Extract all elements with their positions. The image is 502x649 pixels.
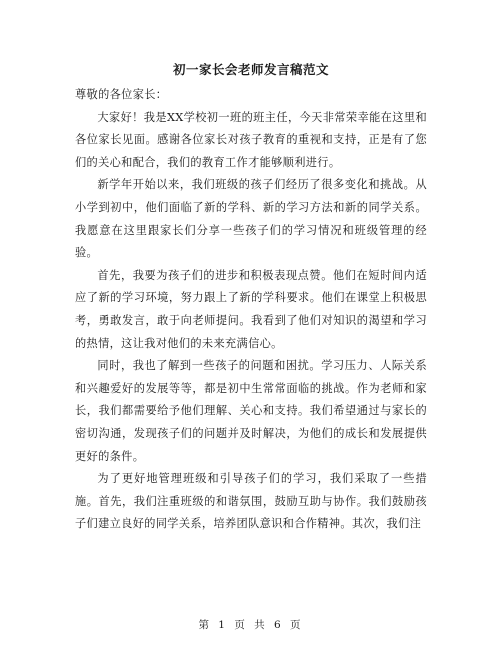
document-body [75, 84, 427, 536]
paragraph-4: 同时，我也了解到一些孩子的问题和困扰。学习压力、人际关系和兴趣爱好的发展等等，都是初中生常常面临的挑战。作为老师和家长，我们都需要给予他们理解、关心和支持。我们希望通过与家长的密切沟通，发现孩子们的问题并及时解决，为他们的成长和发展提供更好的条件。 [75, 359, 427, 463]
greeting: 尊敬的各位家长： [75, 88, 168, 101]
document-title: 初一家长会老师发言稿范文 [172, 62, 329, 77]
paragraph-2: 新学年开始以来，我们班级的孩子们经历了很多变化和挑战。从小学到初中，他们面临了新的学科、新的学习方法和新的同学关系。我愿意在这里跟家长们分享一些孩子们的学习情况和班级管理的经验。 [75, 178, 427, 260]
paragraph-5: 为了更好地管理班级和引导孩子们的学习，我们采取了一些措施。首先，我们注重班级的和谐氛围，鼓励互助与协作。我们鼓励孩子们建立良好的同学关系，培养团队意识和合作精神。其次，我们注 [75, 472, 427, 531]
paragraph-3: 首先，我要为孩子们的进步和积极表现点赞。他们在短时间内适应了新的学习环境，努力跟上了新的学科要求。他们在课堂上积极思考，勇敢发言，敢于向老师提问。我看到了他们对知识的渴望和学习的热情，这让我对他们的未来充满信心。 [75, 268, 427, 350]
page-number-footer: 第 1 页 共 6 页 [198, 619, 304, 631]
paragraph-1: 大家好！我是XX学校初一班的班主任，今天非常荣幸能在这里和各位家长见面。感谢各位家长对孩子教育的重视和支持，正是有了您们的关心和配合，我们的教育工作才能够顺利进行。 [75, 110, 427, 169]
